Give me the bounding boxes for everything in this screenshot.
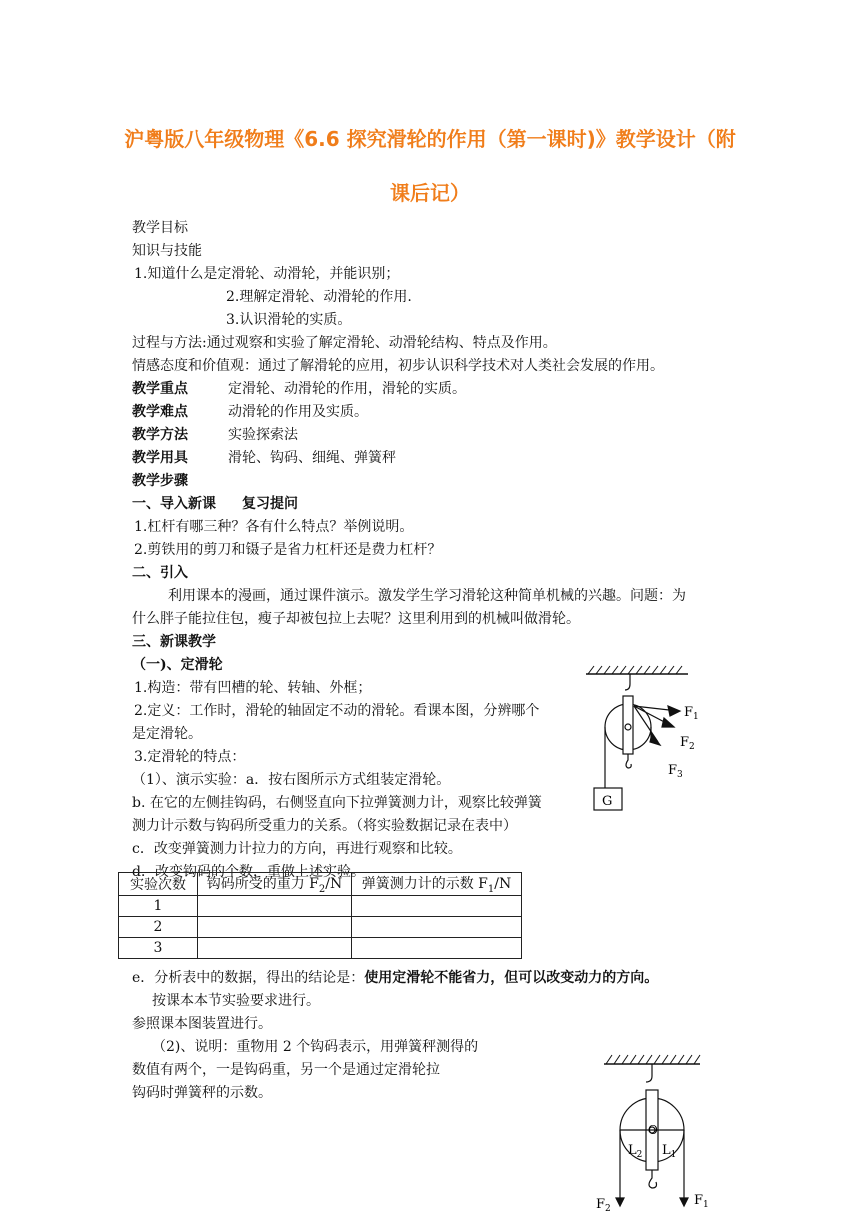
key-point-value: 定滑轮、动滑轮的作用，滑轮的实质。: [228, 381, 466, 397]
arm-label-l1: $L_1$: [662, 1143, 677, 1160]
step-2-heading: 二、引入: [132, 565, 188, 581]
force-label-f2: $F_2$: [596, 1197, 611, 1214]
conclusion-line: [132, 968, 658, 988]
title-line-1: 沪粤版八年级物理《6.6 探究滑轮的作用（第一课时)》教学设计（附: [124, 127, 736, 151]
explanation-line-1: （2)、说明：重物用 2 个钩码表示，用弹簧秤测得的: [152, 1039, 479, 1055]
conclusion-prefix: e．分析表中的数据，得出的结论是：: [132, 970, 365, 986]
definition-line-1: 2.定义：工作时，滑轮的轴固定不动的滑轮。看课本图，分辨哪个: [134, 703, 540, 719]
table-cell: [198, 937, 352, 958]
features-heading: 3.定滑轮的特点：: [134, 749, 246, 765]
table-header-cell: 弹簧测力计的示数 $F_1/N$: [352, 873, 522, 896]
table-row: [119, 916, 522, 937]
force-label-f3: $F_3$: [668, 763, 683, 780]
step-1-heading: [132, 494, 298, 514]
experiment-step-a: （1）、演示实验：a．按右图所示方式组装定滑轮。: [132, 772, 451, 788]
fixed-pulley-figure: [580, 660, 710, 820]
force-label-f1: $F_1$: [684, 705, 699, 722]
steps-heading: 教学步骤: [132, 473, 188, 489]
table-row: [119, 895, 522, 916]
experiment-step-c: c．改变弹簧测力计拉力的方向，再进行观察和比较。: [132, 841, 462, 857]
tools-value: 滑轮、钩码、细绳、弹簧秤: [228, 450, 396, 466]
knowledge-heading: 知识与技能: [132, 243, 202, 259]
table-header-cell: 实验次数: [119, 873, 198, 896]
method-value: 实验探索法: [228, 427, 298, 443]
table-header-row: [119, 873, 522, 896]
step-1-title: 一、导入新课: [132, 496, 216, 512]
table-row: [119, 937, 522, 958]
step-3-heading: 三、新课教学: [132, 634, 216, 650]
pulley-lever-figure: [580, 1048, 720, 1216]
goals-heading: 教学目标: [132, 220, 188, 236]
goal-item-1: 1.知道什么是定滑轮、动滑轮，并能识别；: [134, 266, 400, 282]
weight-label: G: [602, 794, 613, 809]
emotion-goal: 情感态度和价值观：通过了解滑轮的应用，初步认识科学技术对人类社会发展的作用。: [132, 358, 664, 374]
experiment-step-b-line-1: b. 在它的左侧挂钩码，右侧竖直向下拉弹簧测力计，观察比较弹簧: [132, 795, 542, 811]
table-cell: [352, 916, 522, 937]
table-cell: 3: [119, 937, 198, 958]
ceiling-hatch: [586, 666, 688, 674]
review-question-2: 2.剪铁用的剪刀和镊子是省力杠杆还是费力杠杆？: [134, 542, 442, 558]
goal-item-2: 2.理解定滑轮、动滑轮的作用.: [226, 289, 412, 305]
intro-line-1: 利用课本的漫画，通过课件演示。激发学生学习滑轮这种简单机械的兴趣。问题：为: [168, 588, 686, 604]
reference-note: 参照课本图装置进行。: [132, 1016, 272, 1032]
experiment-step-d: d．改变钩码的个数，重做上述实验。: [132, 864, 365, 880]
table-header-cell: 钩码所受的重力 $F_2/N$: [198, 873, 352, 896]
experiment-step-b-line-2: 测力计示数与钩码所受重力的关系。（将实验数据记录在表中）: [132, 818, 517, 834]
title-line-2: 课后记）: [390, 181, 470, 205]
table-cell: 1: [119, 895, 198, 916]
tools-label: 教学用具: [132, 450, 188, 466]
experiment-table: [118, 872, 522, 959]
process-goal: 过程与方法:通过观察和实验了解定滑轮、动滑轮结构、特点及作用。: [132, 335, 557, 351]
table-cell: [198, 916, 352, 937]
difficulty-value: 动滑轮的作用及实质。: [228, 404, 368, 420]
table-cell: [352, 937, 522, 958]
key-point-label: 教学重点: [132, 381, 188, 397]
force-label-f1: $F_1$: [694, 1193, 709, 1210]
method-row: [132, 425, 298, 445]
key-point-row: [132, 379, 466, 399]
table-cell: 2: [119, 916, 198, 937]
difficulty-label: 教学难点: [132, 404, 188, 420]
conclusion-bold: 使用定滑轮不能省力，但可以改变动力的方向。: [364, 970, 659, 986]
explanation-line-3: 钩码时弹簧秤的示数。: [132, 1085, 272, 1101]
tools-row: [132, 448, 396, 468]
structure-text: 1.构造：带有凹槽的轮、转轴、外框；: [134, 680, 372, 696]
force-label-f2: $F_2$: [680, 735, 695, 752]
method-label: 教学方法: [132, 427, 188, 443]
difficulty-row: [132, 402, 368, 422]
fixed-pulley-heading: （一)、定滑轮: [132, 657, 223, 673]
ceiling-hatch-2: [604, 1055, 700, 1064]
table-cell: [198, 895, 352, 916]
goal-item-3: 3.认识滑轮的实质。: [226, 312, 352, 328]
document-title: [0, 112, 860, 220]
step-1-subtitle: 复习提问: [242, 496, 298, 512]
review-question-1: 1.杠杆有哪三种？各有什么特点？举例说明。: [134, 519, 414, 535]
fulcrum-label: O: [648, 1123, 658, 1137]
table-cell: [352, 895, 522, 916]
explanation-line-2: 数值有两个，一是钩码重，另一个是通过定滑轮拉: [132, 1062, 440, 1078]
requirement-note: 按课本本节实验要求进行。: [152, 993, 320, 1009]
definition-line-2: 是定滑轮。: [132, 726, 202, 742]
intro-line-2: 什么胖子能拉住包，瘦子却被包拉上去呢？这里利用到的机械叫做滑轮。: [132, 611, 580, 627]
arm-label-l2: $L_2$: [628, 1143, 643, 1160]
